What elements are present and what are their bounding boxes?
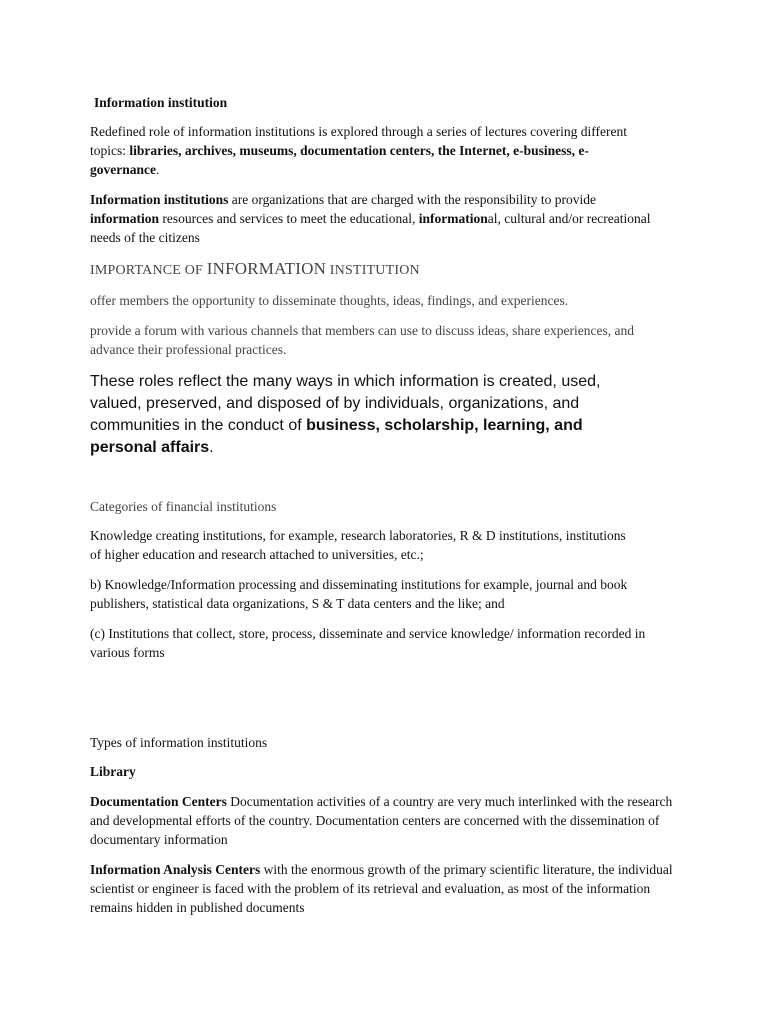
importance-point-1: offer members the opportunity to disseminate thoughts, ideas, findings, and experiences. [90,293,569,308]
categories-heading: Categories of financial institutions [90,499,277,514]
category-item-3: (c) Institutions that collect, store, process, disseminate and service knowledge/ information recorded in various forms [90,626,646,660]
documentation-centers-paragraph: Documentation Centers Documentation activities of a country are very much interlinked with the research and developmental efforts of the country. Documentation centers are concerned with the dissemination of documentary information [90,794,673,847]
analysis-centers-paragraph: Information Analysis Centers with the enormous growth of the primary scientific literature, the individual scientist or engineer is faced with the problem of its retrieval and evaluation, as most of the information remains hidden in published documents [90,862,673,915]
category-item-1: Knowledge creating institutions, for example, research laboratories, R & D institutions, institutions of higher education and research attached to universities, etc.; [90,528,626,562]
importance-heading: IMPORTANCE OF INFORMATION INSTITUTION [90,259,420,278]
library-label: Library [90,764,136,779]
importance-point-2: provide a forum with various channels that members can use to discuss ideas, share experiences, and advance their professional practices. [90,323,634,357]
types-heading: Types of information institutions [90,735,268,750]
category-item-2: b) Knowledge/Information processing and disseminating institutions for example, journal and book publishers, statistical data organizations, S & T data centers and the like; and [90,577,628,611]
intro-topics: libraries, archives, museums, documentation centers, the Internet, e-business, e-governance [90,143,589,177]
definition-paragraph: Information institutions are organizations that are charged with the responsibility to provide information resources and services to meet the educational, informational, cultural and/or recreational needs of the citizens [90,192,651,245]
document-title: Information institution [94,95,228,110]
intro-paragraph: Redefined role of information institutions is explored through a series of lectures covering different topics: libraries, archives, museums, documentation centers, the Internet, e-business, e-governance. [90,124,627,177]
roles-paragraph: These roles reflect the many ways in which information is created, used, valued, preserved, and disposed of by individuals, organizations, and communities in the conduct of business, scholarship, learning, and personal affairs. [90,373,601,456]
